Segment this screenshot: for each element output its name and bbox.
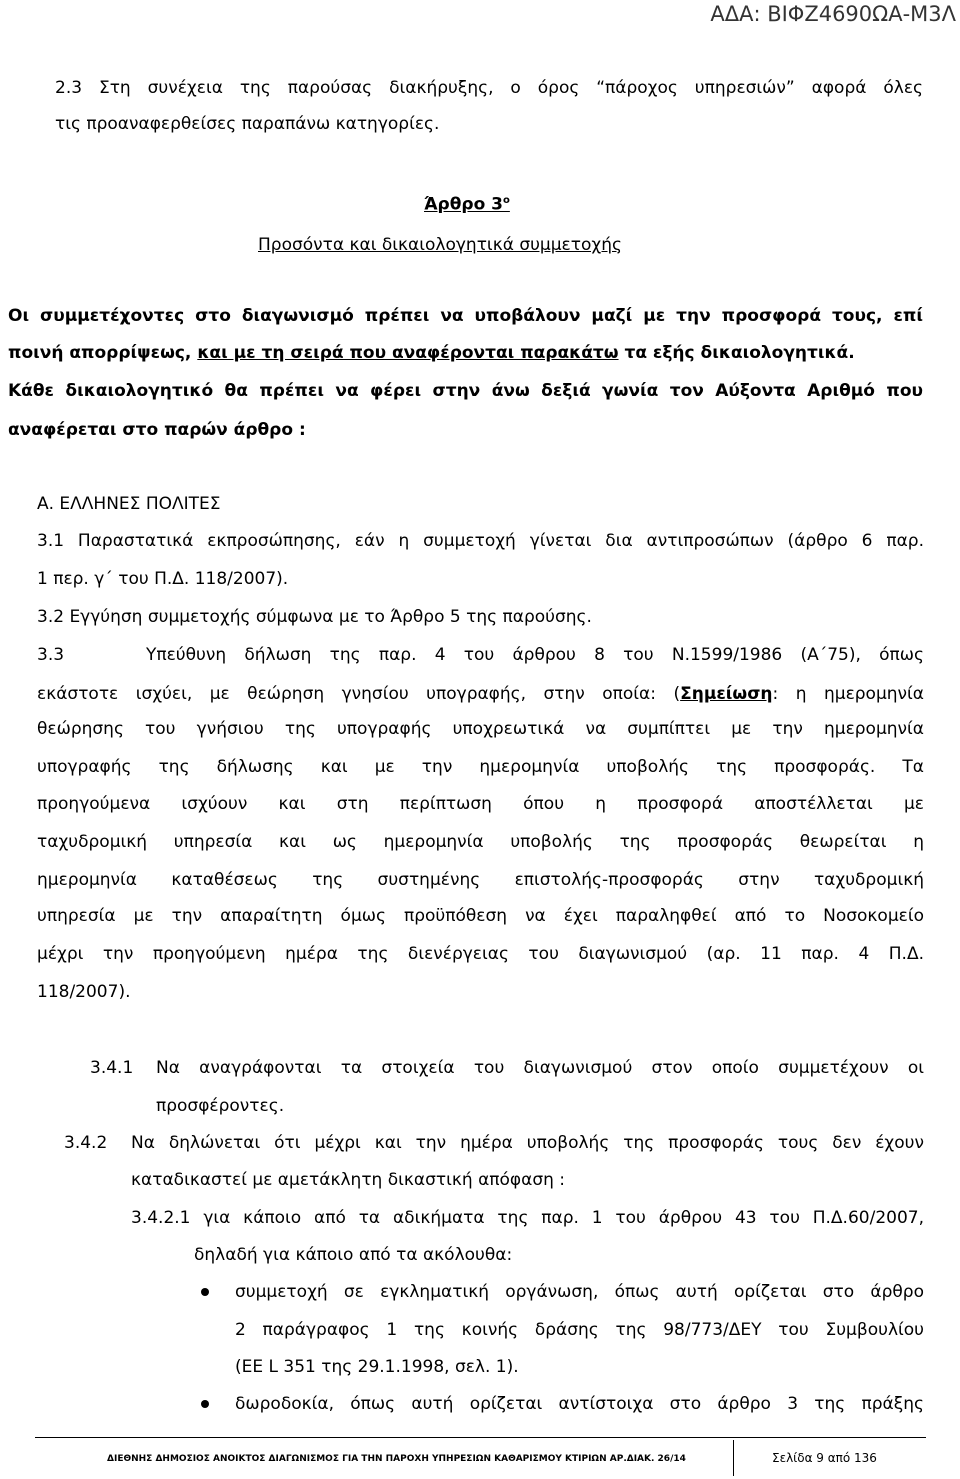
item-3-4-1-line-2: προσφέροντες. [156,1096,285,1116]
item-3-4-2-number: 3.4.2 [64,1133,108,1153]
bullet-icon [201,1400,209,1408]
item-3-3-number: 3.3 [37,645,65,665]
item-3-3-line-10: 118/2007). [37,982,131,1002]
item-3-3-line-2: εκάστοτε ισχύει, με θεώρηση γνησίου υπογραφής, στην οποία: (Σημείωση: η ημερομηνία [37,684,925,704]
item-3-4-2-line-1: Να δηλώνεται ότι μέχρι και την ημέρα υποβολής της προσφοράς τους δεν έχουν [131,1133,924,1153]
item-3-3-line-1: Υπεύθυνη δήλωση της παρ. 4 του άρθρου 8 του Ν.1599/1986 (Α΄75), όπως [146,645,924,665]
item-3-3-line-6: ταχυδρομική υπηρεσία και ως ημερομηνία υποβολής της προσφοράς θεωρείται η [37,832,924,852]
bullet-1-line-1: συμμετοχή σε εγκληματική οργάνωση, όπως αυτή ορίζεται στο άρθρο [235,1282,924,1302]
article-number: Άρθρο $3^o$ [424,194,510,215]
bold-para-line-2: ποινή απορρίψεως, και με τη σειρά που αναφέρονται παρακάτω τα εξής δικαιολογητικά. [8,343,855,363]
item-3-2: 3.2 Εγγύηση συμμετοχής σύμφωνα με το Άρθρο 5 της παρούσης. [37,607,592,627]
item-3-3-line-9: μέχρι την προηγούμενη ημέρα της διενέργειας του διαγωνισμού (αρ. 11 παρ. 4 Π.Δ. [37,944,924,964]
note-label: Σημείωση [680,684,773,704]
section-a-title: Α. ΕΛΛΗΝΕΣ ΠΟΛΙΤΕΣ [37,494,221,514]
item-3-3-line-3: θεώρησης του γνήσιου της υπογραφής υποχρεωτικά να συμπίπτει με την ημερομηνία [37,719,924,739]
bold-para-line-4: αναφέρεται στο παρών άρθρο : [8,420,306,440]
item-3-1-line-2: 1 περ. γ΄ του Π.Δ. 118/2007). [37,569,289,589]
footer-divider [35,1437,926,1438]
intro-line-2: τις προαναφερθείσες παραπάνω κατηγορίες. [55,114,440,134]
item-3-4-1-number: 3.4.1 [90,1058,134,1078]
item-3-3-line-5: προηγούμενα ισχύουν και στη περίπτωση όπου η προσφορά αποστέλλεται με [37,794,924,814]
bullet-2-line-1: δωροδοκία, όπως αυτή ορίζεται αντίστοιχα στο άρθρο 3 της πράξης [235,1394,924,1414]
bold-para-line-3: Κάθε δικαιολογητικό θα πρέπει να φέρει στην άνω δεξιά γωνία τον Αύξοντα Αριθμό που [8,381,923,401]
intro-line-1: 2.3 Στη συνέχεια της παρούσας διακήρυξης, ο όρος “πάροχος υπηρεσιών” αφορά όλες [55,78,923,98]
article-title: Προσόντα και δικαιολογητικά συμμετοχής [258,235,622,255]
bullet-1-line-2: 2 παράγραφος 1 της κοινής δράσης της 98/773/ΔΕΥ του Συμβουλίου [235,1320,924,1340]
item-3-3-line-8: υπηρεσία με την απαραίτητη όμως προϋπόθεση να έχει παραληφθεί από το Νοσοκομείο [37,906,924,926]
item-3-4-2-line-2: καταδικαστεί με αμετάκλητη δικαστική απόφαση : [131,1170,566,1190]
item-3-4-2-1-line-1: 3.4.2.1 για κάποιο από τα αδικήματα της παρ. 1 του άρθρου 43 του Π.Δ.60/2007, [131,1208,924,1228]
item-3-4-2-1-line-2: δηλαδή για κάποιο από τα ακόλουθα: [194,1245,513,1265]
bullet-1-line-3: (ΕΕ L 351 της 29.1.1998, σελ. 1). [235,1357,519,1377]
bold-para-line-1: Οι συμμετέχοντες στο διαγωνισμό πρέπει να υποβάλουν μαζί με την προσφορά τους, επί [8,306,923,326]
page-number: Σελίδα 9 από 136 [772,1451,877,1465]
order-emphasis: και με τη σειρά που αναφέρονται παρακάτω [197,343,619,363]
ada-code: ΑΔΑ: ΒΙΦΖ4690ΩΑ-Μ3Λ [710,2,956,26]
bullet-icon [201,1288,209,1296]
item-3-3-line-4: υπογραφής της δήλωσης και με την ημερομηνία υποβολής της προσφοράς. Τα [37,757,924,777]
item-3-3-line-7: ημερομηνία καταθέσεως της συστημένης επιστολής-προσφοράς στην ταχυδρομική [37,870,924,890]
footer-separator [733,1440,734,1476]
footer-title: ΔΙΕΘΝΗΣ ΔΗΜΟΣΙΟΣ ΑΝΟΙΚΤΟΣ ΔΙΑΓΩΝΙΣΜΟΣ ΓΙΑ ΤΗΝ ΠΑΡΟΧΗ ΥΠΗΡΕΣΙΩΝ ΚΑΘΑΡΙΣΜΟΥ ΚΤΙΡΙΩΝ ΑΡ.ΔΙΑΚ. 26/14 [107,1454,686,1464]
item-3-1-line-1: 3.1 Παραστατικά εκπροσώπησης, εάν η συμμετοχή γίνεται δια αντιπροσώπων (άρθρο 6 παρ. [37,531,924,551]
item-3-4-1-line-1: Να αναγράφονται τα στοιχεία του διαγωνισμού στον οποίο συμμετέχουν οι [156,1058,924,1078]
